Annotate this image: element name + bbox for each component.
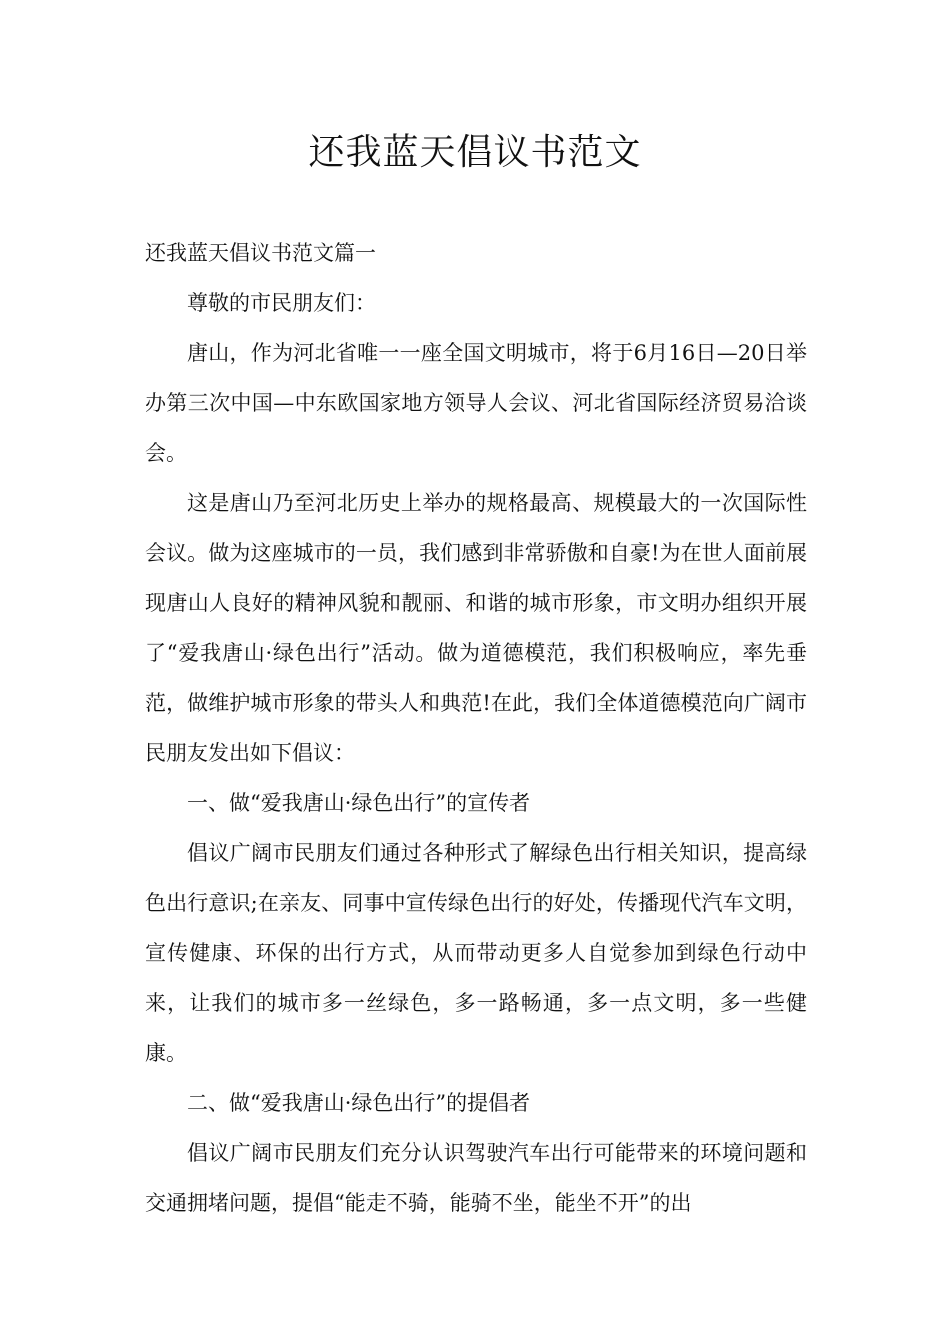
paragraph: 倡议广阔市民朋友们通过各种形式了解绿色出行相关知识，提高绿色出行意识;在亲友、同事中宣传绿色出行的好处，传播现代汽车文明，宣传健康、环保的出行方式，从而带动更多人自觉参加到绿色行动中来，让我们的城市多一丝绿色，多一路畅通，多一点文明，多一些健康。 bbox=[145, 841, 807, 1065]
paragraph: 唐山，作为河北省唯一一座全国文明城市，将于6月16日—20日举办第三次中国—中东欧国家地方领导人会议、河北省国际经济贸易洽谈会。 bbox=[145, 341, 807, 465]
document-body bbox=[145, 228, 807, 1228]
paragraph: 还我蓝天倡议书范文篇一 bbox=[145, 241, 376, 265]
paragraph: 二、做“爱我唐山·绿色出行”的提倡者 bbox=[187, 1091, 531, 1115]
paragraph: 倡议广阔市民朋友们充分认识驾驶汽车出行可能带来的环境问题和交通拥堵问题，提倡“能走不骑，能骑不坐，能坐不开”的出 bbox=[145, 1141, 807, 1215]
paragraph: 一、做“爱我唐山·绿色出行”的宣传者 bbox=[187, 791, 531, 815]
paragraph: 尊敬的市民朋友们： bbox=[187, 291, 376, 315]
document-title: 还我蓝天倡议书范文 bbox=[308, 132, 642, 173]
paragraph: 这是唐山乃至河北历史上举办的规格最高、规模最大的一次国际性会议。做为这座城市的一员，我们感到非常骄傲和自豪!为在世人面前展现唐山人良好的精神风貌和靓丽、和谐的城市形象，市文明办组织开展了“爱我唐山·绿色出行”活动。做为道德模范，我们积极响应，率先垂范，做维护城市形象的带头人和典范!在此，我们全体道德模范向广阔市民朋友发出如下倡议： bbox=[145, 491, 807, 765]
